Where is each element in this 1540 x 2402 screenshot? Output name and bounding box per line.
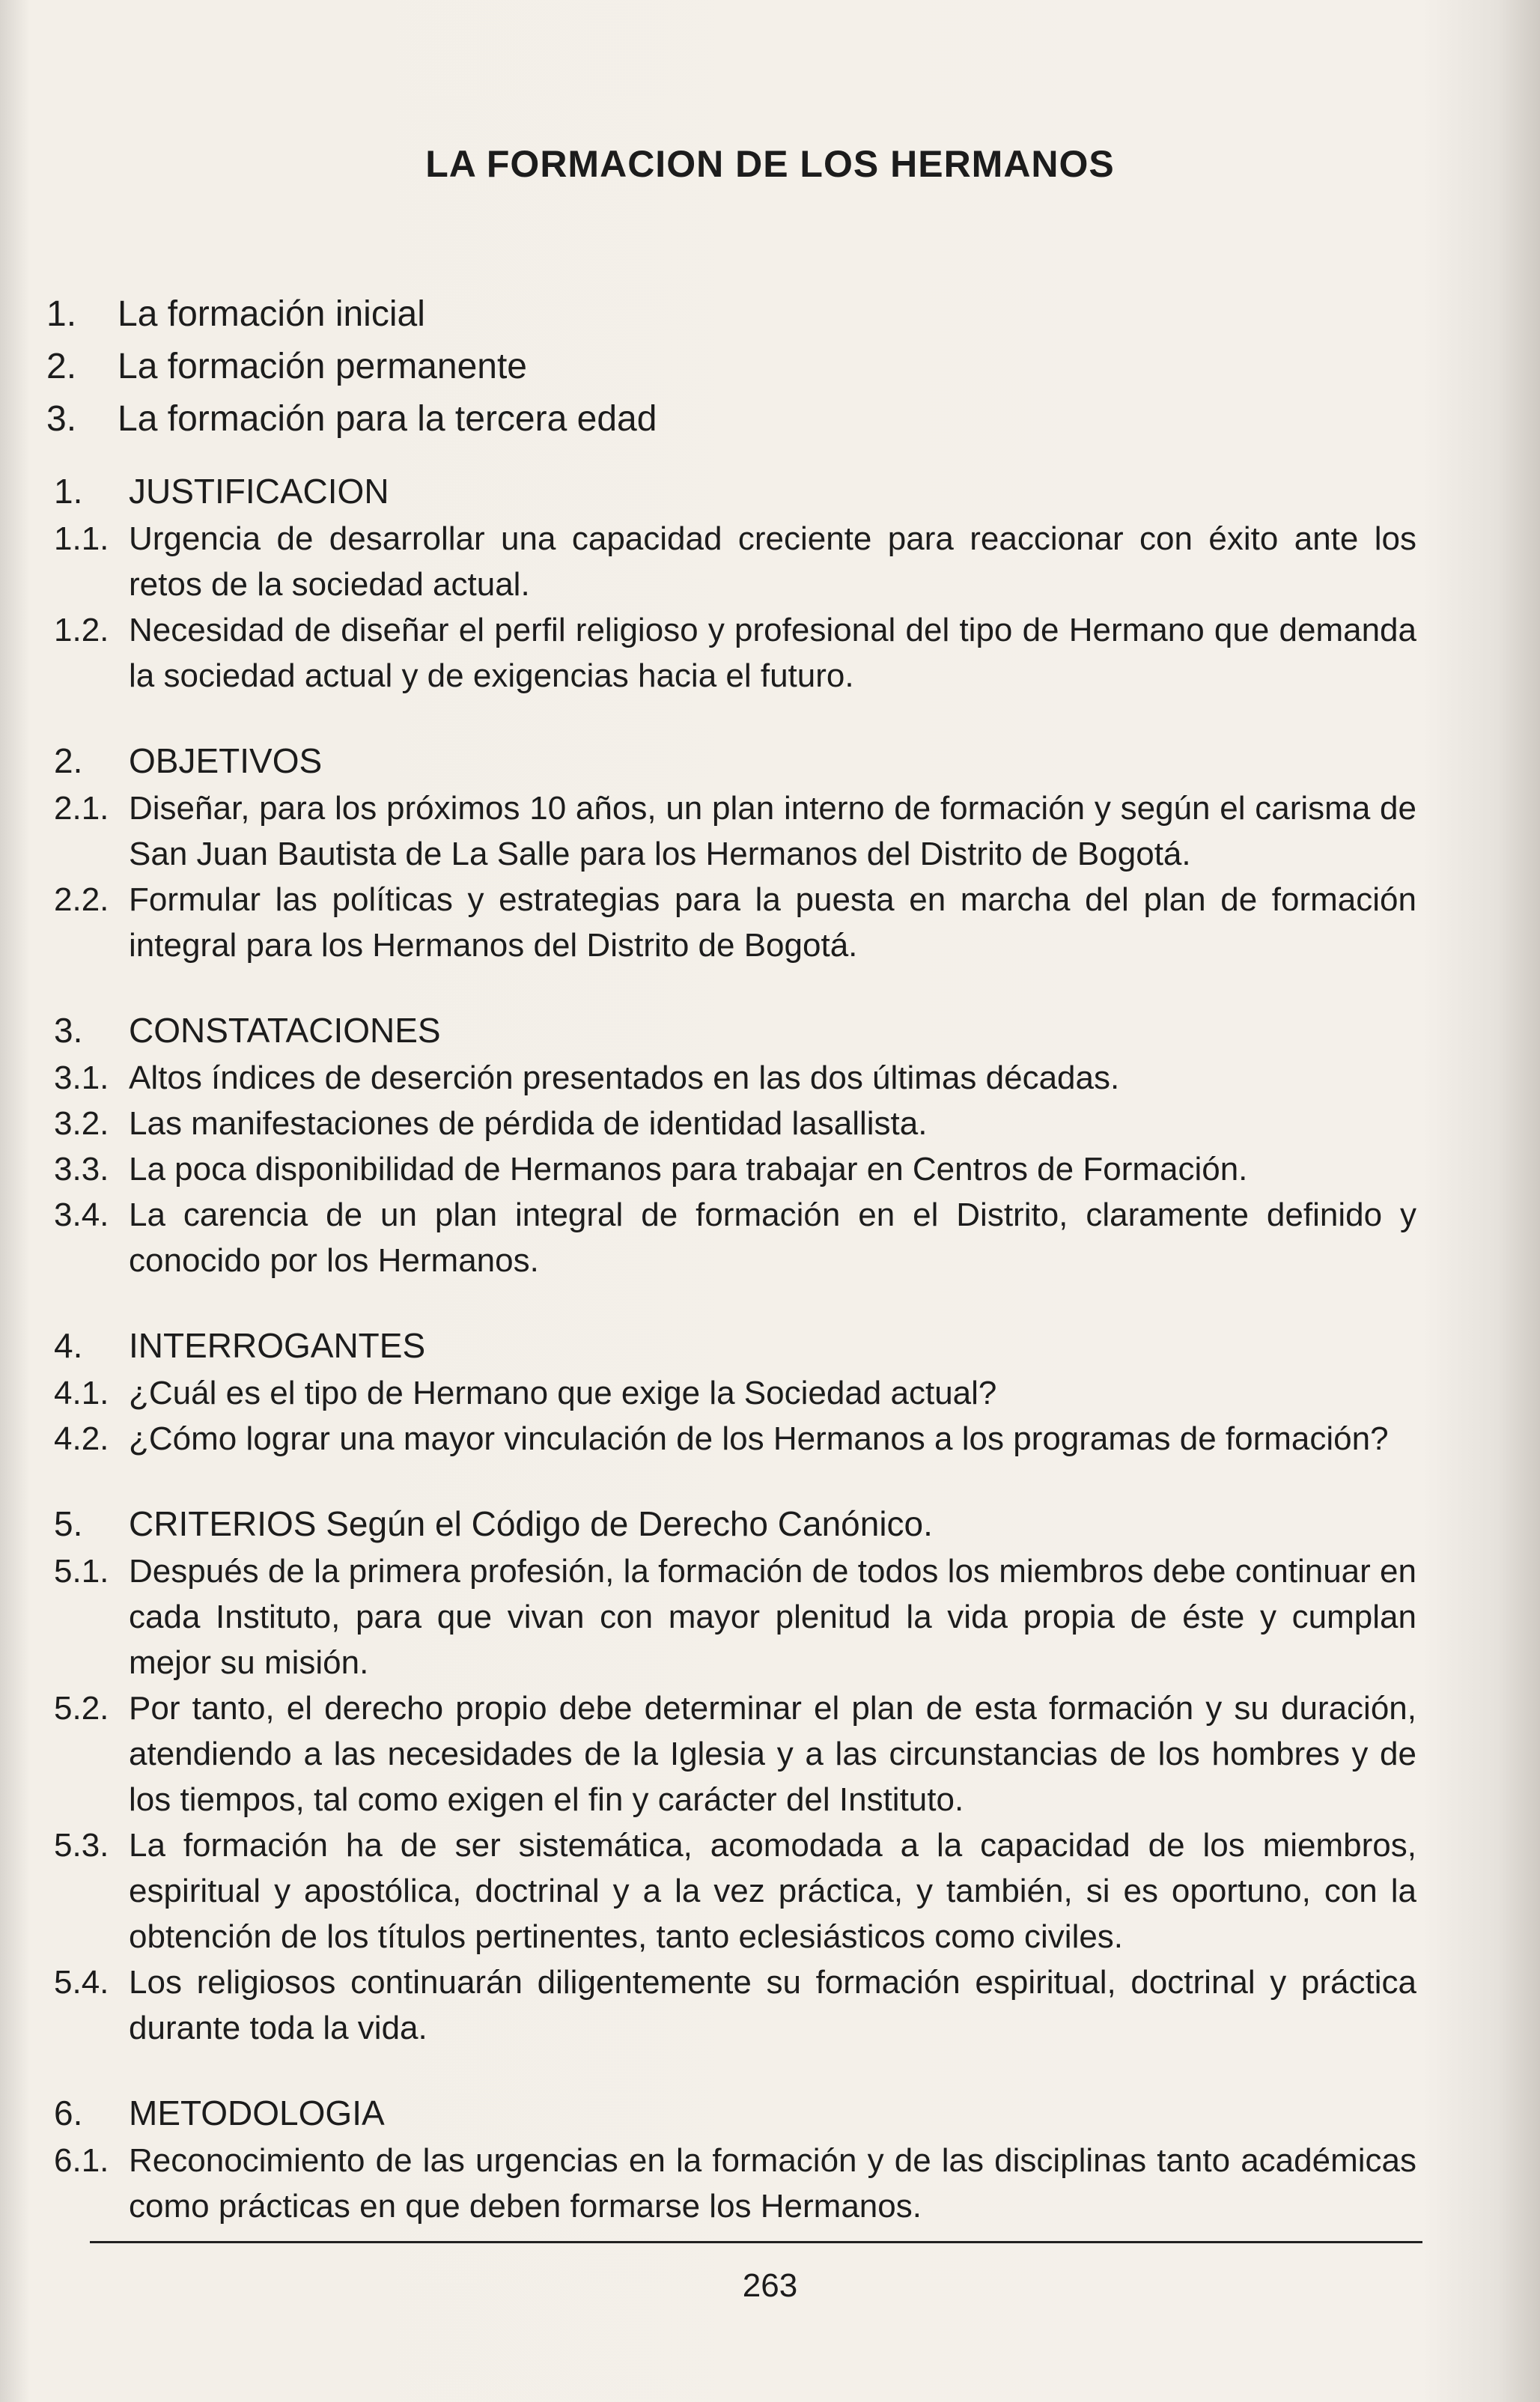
item-number: 4.2. <box>54 1420 109 1457</box>
item-number: 5.3. <box>54 1827 109 1864</box>
toc-item-text: La formación inicial <box>118 294 425 334</box>
item-text: Después de la primera profesión, la formación de todos los miembros debe continuar en cada Instituto, para que vivan con mayor plenitud la vida propia de éste y cumplan mejor su misión. <box>129 1553 1416 1681</box>
list-item <box>54 607 1416 699</box>
section-metodologia <box>54 2090 1416 2229</box>
item-number: 1.2. <box>54 612 109 648</box>
list-item <box>54 1416 1416 1462</box>
section-heading <box>54 2090 1416 2136</box>
toc-item <box>46 393 870 446</box>
item-text: ¿Cómo lograr una mayor vinculación de los Hermanos a los programas de formación? <box>129 1420 1389 1457</box>
toc-item-number: 3. <box>46 399 77 439</box>
section-heading <box>54 1322 1416 1369</box>
section-heading <box>54 468 1416 514</box>
section-title: CRITERIOS Según el Código de Derecho Canónico. <box>129 1504 933 1543</box>
section-heading <box>54 738 1416 784</box>
item-text: Por tanto, el derecho propio debe determinar el plan de esta formación y su duración, atendiendo a las necesidades de la Iglesia y a las circunstancias de los hombres y de los tiempos, tal como exigen el fin y carácter del Instituto. <box>129 1690 1416 1818</box>
item-number: 3.3. <box>54 1151 109 1188</box>
section-objetivos <box>54 738 1416 968</box>
list-item <box>54 785 1416 877</box>
item-text: Necesidad de diseñar el perfil religioso y profesional del tipo de Hermano que demanda la sociedad actual y de exigencias hacia el futuro. <box>129 612 1416 694</box>
section-heading <box>54 1007 1416 1053</box>
toc-item-text: La formación permanente <box>118 347 527 386</box>
list-item <box>54 2138 1416 2229</box>
list-item <box>54 1959 1416 2051</box>
item-number: 3.2. <box>54 1105 109 1142</box>
item-text: La carencia de un plan integral de formación en el Distrito, claramente definido y conocido por los Hermanos. <box>129 1197 1416 1279</box>
item-number: 5.2. <box>54 1690 109 1727</box>
section-number: 6. <box>54 2094 83 2132</box>
list-item <box>54 1548 1416 1685</box>
section-heading <box>54 1501 1416 1547</box>
list-item <box>54 1370 1416 1416</box>
section-title: JUSTIFICACION <box>129 472 389 511</box>
item-text: Urgencia de desarrollar una capacidad creciente para reaccionar con éxito ante los retos de la sociedad actual. <box>129 520 1416 603</box>
toc-item-number: 1. <box>46 294 77 334</box>
section-number: 5. <box>54 1504 83 1543</box>
list-item <box>54 1055 1416 1101</box>
toc-item-text: La formación para la tercera edad <box>118 399 657 439</box>
item-number: 5.4. <box>54 1964 109 2001</box>
section-constataciones <box>54 1007 1416 1283</box>
section-justificacion <box>54 468 1416 699</box>
section-number: 4. <box>54 1326 83 1365</box>
list-item <box>54 1192 1416 1283</box>
item-text: La poca disponibilidad de Hermanos para trabajar en Centros de Formación. <box>129 1151 1248 1188</box>
section-title: INTERROGANTES <box>129 1326 426 1365</box>
item-text: Formular las políticas y estrategias para la puesta en marcha del plan de formación integral para los Hermanos del Distrito de Bogotá. <box>129 881 1416 964</box>
section-number: 2. <box>54 741 83 780</box>
item-number: 5.1. <box>54 1553 109 1590</box>
toc-list <box>46 288 870 446</box>
item-number: 2.1. <box>54 790 109 827</box>
list-item <box>54 1146 1416 1192</box>
item-number: 6.1. <box>54 2142 109 2179</box>
page-number: 263 <box>742 2267 798 2304</box>
list-item <box>54 1822 1416 1959</box>
section-number: 1. <box>54 472 83 511</box>
item-text: Las manifestaciones de pérdida de identidad lasallista. <box>129 1105 928 1142</box>
item-number: 3.1. <box>54 1059 109 1096</box>
item-text: Reconocimiento de las urgencias en la formación y de las disciplinas tanto académicas como prácticas en que deben formarse los Hermanos. <box>129 2142 1416 2225</box>
item-text: Los religiosos continuarán diligentemente su formación espiritual, doctrinal y práctica durante toda la vida. <box>129 1964 1416 2046</box>
item-text: Diseñar, para los próximos 10 años, un plan interno de formación y según el carisma de San Juan Bautista de La Salle para los Hermanos del Distrito de Bogotá. <box>129 790 1416 872</box>
section-title: CONSTATACIONES <box>129 1011 441 1050</box>
item-text: La formación ha de ser sistemática, acomodada a la capacidad de los miembros, espiritual y apostólica, doctrinal y a la vez práctica, y también, si es oportuno, con la obtención de los títulos pertinentes, tanto eclesiásticos como civiles. <box>129 1827 1416 1955</box>
section-title: METODOLOGIA <box>129 2094 385 2132</box>
main-content <box>54 468 1416 2268</box>
list-item <box>54 1685 1416 1822</box>
section-title: OBJETIVOS <box>129 741 323 780</box>
section-number: 3. <box>54 1011 83 1050</box>
section-interrogantes <box>54 1322 1416 1462</box>
item-number: 4.1. <box>54 1375 109 1411</box>
list-item <box>54 516 1416 607</box>
footer-divider <box>90 2241 1422 2243</box>
item-number: 1.1. <box>54 520 109 557</box>
page-title: LA FORMACION DE LOS HERMANOS <box>425 143 1115 185</box>
section-criterios <box>54 1501 1416 2051</box>
item-text: Altos índices de deserción presentados en las dos últimas décadas. <box>129 1059 1120 1096</box>
toc-item <box>46 341 870 393</box>
item-number: 2.2. <box>54 881 109 918</box>
list-item <box>54 1101 1416 1146</box>
list-item <box>54 877 1416 968</box>
toc-item <box>46 288 870 341</box>
item-number: 3.4. <box>54 1197 109 1233</box>
item-text: ¿Cuál es el tipo de Hermano que exige la Sociedad actual? <box>129 1375 997 1411</box>
toc-item-number: 2. <box>46 347 77 386</box>
